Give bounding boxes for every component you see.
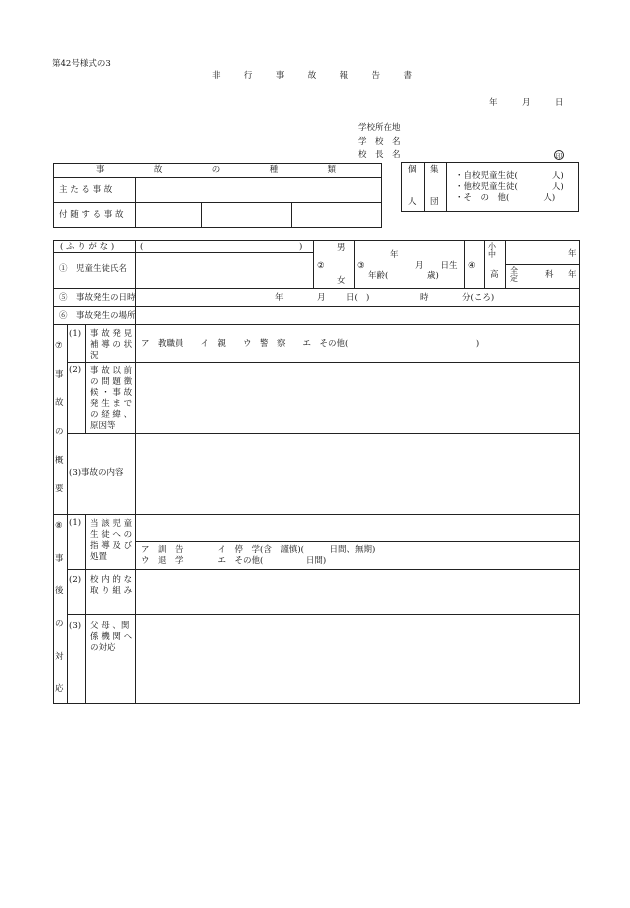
- guidance-field[interactable]: [136, 515, 579, 540]
- datetime-month: 月: [317, 293, 326, 303]
- seal-mark: 印: [555, 152, 563, 160]
- furigana-open-paren: (: [140, 242, 144, 252]
- place-field[interactable]: [136, 307, 579, 323]
- course-year-label: 年: [568, 270, 577, 280]
- summary-item1-label: 事 故 発 見 補 導 の 状況: [90, 329, 133, 362]
- followup-item1-label: 当 該 児 童 生 徒 へ の 指 導 及 び 処置: [90, 519, 133, 563]
- discovery-field[interactable]: [136, 325, 579, 361]
- accident-type-header: 事 故 の 種 類: [96, 165, 336, 175]
- place-label: ⑥ 事故発生の場所: [59, 311, 136, 321]
- sub-accident-label: 付 随 す る 事 故: [59, 210, 124, 220]
- principal-name-label: 校 長 名: [358, 150, 401, 160]
- age-label: 年齢(: [368, 271, 389, 281]
- followup-item2-label: 校 内 的 な 取 り 組 み: [90, 575, 133, 597]
- disposition-options-line1: ア 訓 告 イ 停 学(含 謹慎)( 日間、無期): [141, 545, 376, 555]
- datetime-day-close: ): [366, 293, 370, 303]
- datetime-day: 日(: [346, 293, 358, 303]
- own-school-students: ・自校児童生徒( 人): [455, 171, 564, 181]
- full-part-time-label: 全 定: [510, 266, 518, 284]
- grade-field[interactable]: [506, 241, 566, 263]
- sex-female-option[interactable]: 女: [337, 276, 346, 286]
- individual-label: 個 人: [408, 165, 417, 207]
- other-persons: ・そ の 他( 人): [455, 193, 556, 203]
- student-name-label: ① 児童生徒氏名: [59, 264, 128, 274]
- course-label: 科: [545, 270, 554, 280]
- title-char: 書: [403, 71, 412, 81]
- followup-item3-number: (3): [69, 621, 82, 631]
- birth-number: ③: [357, 261, 365, 271]
- student-name-field[interactable]: [136, 253, 312, 287]
- high-school-label: 高: [490, 270, 499, 280]
- elementary-middle-label: 小 中: [488, 242, 496, 260]
- school-efforts-field[interactable]: [136, 570, 579, 613]
- school-name-label: 学 校 名: [358, 137, 401, 147]
- date-month-label: 月: [522, 98, 531, 108]
- summary-item3-label: (3)事故の内容: [69, 468, 124, 478]
- summary-item2-number: (2): [69, 365, 82, 375]
- discovery-options: ア 教職員 イ 親 ウ 警 察 エ その他( ): [141, 339, 480, 349]
- datetime-minute: 分(ころ): [462, 293, 495, 303]
- sub-accident-field-3[interactable]: [292, 203, 381, 227]
- sex-male-option[interactable]: 男: [337, 243, 346, 253]
- title-char: 事: [275, 71, 285, 81]
- birthdate-field[interactable]: [356, 241, 463, 287]
- title-char: 故: [307, 71, 317, 81]
- parents-agencies-field[interactable]: [136, 615, 579, 703]
- grade-year-label: 年: [568, 249, 577, 259]
- title-char: 行: [243, 71, 253, 81]
- furigana-close-paren: ): [299, 242, 303, 252]
- datetime-year: 年: [275, 293, 284, 303]
- disposition-options-line2: ウ 退 学 エ その他( 日間): [141, 556, 327, 566]
- followup-section-label: ⑧ 事 後 の 対 応: [55, 521, 64, 695]
- sub-accident-field-1[interactable]: [136, 203, 200, 227]
- date-year-label: 年: [489, 98, 498, 108]
- followup-item1-number: (1): [69, 518, 82, 528]
- form-number: 第42号様式の3: [52, 59, 111, 69]
- datetime-field[interactable]: [136, 289, 579, 305]
- main-accident-label: 主 た る 事 故: [59, 185, 113, 195]
- title-char: 非: [212, 71, 221, 81]
- date-day-label: 日: [555, 98, 564, 108]
- followup-item2-number: (2): [69, 575, 82, 585]
- age-close-label: 歳): [427, 271, 439, 281]
- birth-month-day-label: 月 日生: [415, 261, 458, 271]
- title-char: 報: [339, 71, 349, 81]
- other-school-students: ・他校児童生徒( 人): [455, 182, 564, 192]
- followup-item3-label: 父 母 、関 係 機 関 へ の対応: [90, 621, 133, 654]
- summary-item1-number: (1): [69, 329, 82, 339]
- group-label: 集 団: [430, 165, 439, 207]
- title-char: 告: [371, 71, 381, 81]
- summary-item2-label: 事 故 以 前 の 問 題 徴 候 ・ 事 故 発 生 ま で の 経 緯 、原因等: [90, 366, 133, 432]
- datetime-hour: 時: [420, 293, 429, 303]
- sub-accident-field-2[interactable]: [202, 203, 290, 227]
- sex-number: ②: [317, 261, 325, 271]
- school-address-label: 学校所在地: [358, 123, 401, 133]
- furigana-field[interactable]: [146, 241, 296, 251]
- background-field[interactable]: [136, 363, 579, 432]
- grade-number: ④: [468, 261, 476, 271]
- birth-year-label: 年: [390, 250, 399, 260]
- furigana-label: ( ふ り が な ): [60, 242, 115, 252]
- summary-section-label: ⑦ 事 故 の 概 要: [55, 341, 64, 495]
- accident-content-field[interactable]: [136, 434, 579, 513]
- datetime-label: ⑤ 事故発生の日時: [59, 293, 136, 303]
- page-title: [212, 72, 412, 81]
- main-accident-field[interactable]: [136, 178, 381, 201]
